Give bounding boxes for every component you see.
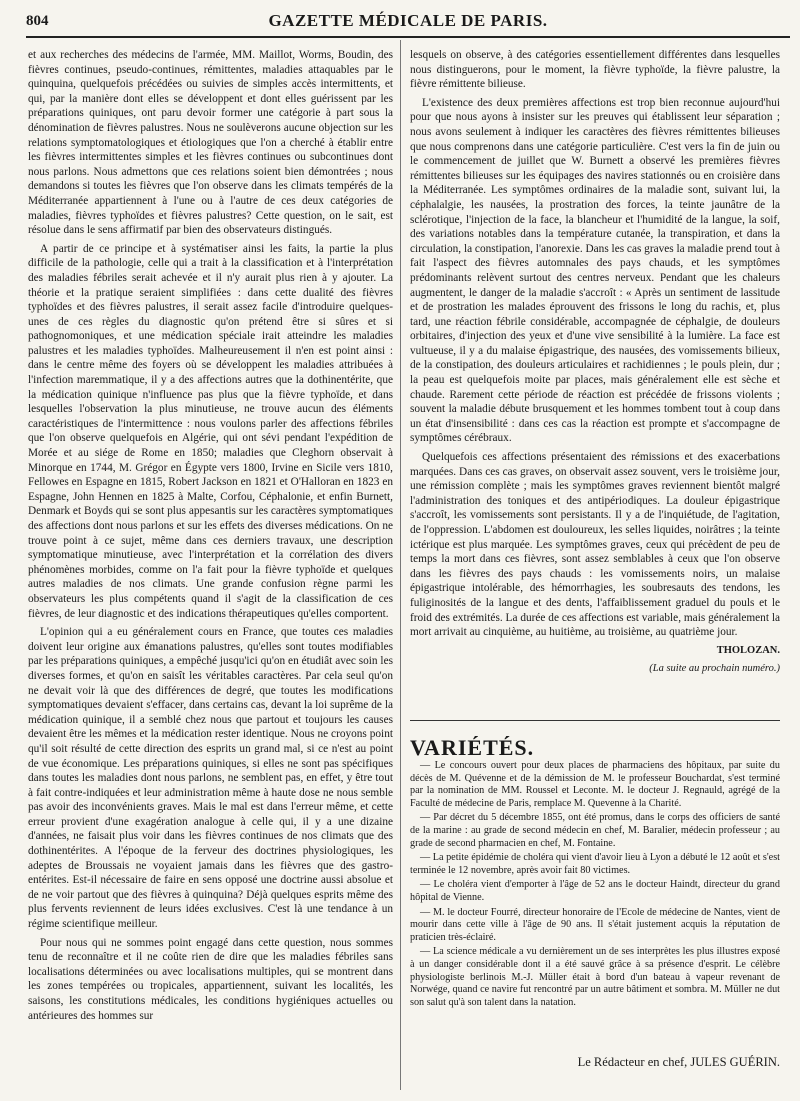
varietes-heading: VARIÉTÉS.: [410, 720, 780, 761]
continuation-note: (La suite au prochain numéro.): [649, 663, 780, 675]
left-paragraph-2: A partir de ce principe et à systématiser ainsi les faits, la partie la plus difficile de la pathologie, celle qui a trait à la classification et à l'interprétation des maladies fébriles serait achevée et il n'y aurait plus rien à y ajouter. La théorie et la pratique seraient simplifiées : dans cette dualité des fièvres typhoïdes et des fièvres palustres, il serait assez facile d'introduire quelques-unes de ces règles du diagnostic qu'on prétend être si sûres et si pathognomoniques, et une médication spéciale irait atteindre les maladies palustres et les maladies typhoïdes. Malheureusement il n'en est point ainsi : dans le centre même des foyers où se développent les maladies attribuées à l'infection maremmatique, il y a des affections autres que la dothinentérite, que la médication quinique n'influence pas plus que la fièvre typhoïde, et dans lesquelles l'observation la plus minutieuse, ne trouve aucun des éléments caractéristiques de l'intermittence : nous voulons parler des affections fébriles que l'on observe quelquefois en Algérie, qui ont sévi pendant l'expédition de Morée et au siége de Rome en 1850; maladies que Cleghorn observait à Minorque en 1744, M. Grégor en Égypte vers 1800, Irvine en Sicile vers 1810, Fellowes en Espagne en 1815, Robert Jackson en 1821 et O'Halloran en 1823 en Espagne, John Hennen en 1825 à Malte, Corfou, Céphalonie, et enfin Burnett, Denmark et Boyds qui se sont plus appesantis sur les caractères symptomatiques des affections dont nous parlons et sur les effets des diverses médications. On ne trouve point à ce sujet, même dans ces derniers travaux, une description symptomatique minutieuse, avec l'interprétation et la corrélation des divers phénomènes morbides, comme on l'a fait pour la fièvre typhoïde et quelques autres maladies de nos climats. Une grande confusion règne parmi les observateurs les plus compétents quand il s'agit de la classification de ces fièvres, de leur diagnostic et des indications thérapeutiques qu'elles comportent.: [28, 242, 393, 620]
left-paragraph-3: L'opinion qui a eu généralement cours en France, que toutes ces maladies doivent leur origine aux émanations palustres, qu'elles sont toutes modifiables par les préparations quiniques, a empêché jusqu'ici qu'on en étudiât avec soin les diverses formes, et qu'on en saisît les véritables caractères. Par cela seul qu'on ne devait voir là que des différences de degré, que toutes les modifications symptomatiques devaient s'effacer, dans certains cas, devant la loi suprême de la médication quinique, il a semblé chez nous que partout et toujours les causes devaient être les mêmes et la médication rester identique. Nous ne croyons point qu'il soit résulté de cette direction des esprits un grand mal, si ce n'est au point de vue économique. Les préparations quiniques, si elles ne sont pas spécifiques dans toutes les maladies dont nous parlons, ne semblent pas, en effet, y être tout à fait contre-indiquées et leur administration même à haute dose ne nous semble pas avoir des inconvénients graves. Mais le mal est dans l'erreur même, et cette erreur provient d'une exagération analogue à celle qui, il y a une dizaine d'années, ne faisait plus voir dans les fièvres continues de nos climats que des dothinentérites. A l'époque de la ferveur des doctrines physiologiques, les adeptes de Broussais ne voyaient jamais dans les fièvres que des gastro-entérites. Est-il nécessaire de faire en sens opposé une doctrine aussi absolue et de ne voir partout que des fièvres à quinquina? Déjà quelques esprits même des plus fervents reviennent de leurs idées exclusives. C'est là une tendance à un régime scientifique meilleur.: [28, 626, 393, 931]
page-header: [26, 6, 790, 38]
varietes-item: — Par décret du 5 décembre 1855, ont été promus, dans le corps des officiers de santé de la marine : au grade de second médecin en chef, M. Baralier, médecin professeur ; au grade de second pharmacien en chef, M. Fontaine.: [410, 812, 780, 849]
varietes-item: — La science médicale a vu dernièrement un de ses interprètes les plus illustres exposé à un danger considérable dont il a été sauvé grâce à sa présence d'esprit. Le célèbre physiologiste berlinois M.-J. Müller était à bord d'un bateau à vapeur revenant de Norwége, quand ce navire fut rencontré par un autre bâtiment et sombra. M. Müller ne dut son salut qu'à son talent dans la natation.: [410, 946, 780, 1008]
varietes-item: — Le concours ouvert pour deux places de pharmaciens des hôpitaux, par suite du décès de M. Quévenne et de la démission de M. le professeur Bouchardat, s'est terminé par la nomination de MM. Roussel et Leconte. M. le docteur J. Regnauld, agrégé de la Faculté de médecine de Paris, remplace M. Quevenne à la Charité.: [410, 760, 780, 809]
varietes-item: — La petite épidémie de choléra qui vient d'avoir lieu à Lyon a débuté le 12 août et s'est terminée le 12 novembre, après avoir fait 80 victimes.: [410, 852, 780, 876]
varietes-item: — Le choléra vient d'emporter à l'âge de 52 ans le docteur Haindt, directeur du grand hôpital de Vienne.: [410, 879, 780, 903]
right-column: [410, 48, 780, 698]
left-paragraph-4: Pour nous qui ne sommes point engagé dans cette question, nous sommes tenu de reconnaître et il ne coûte rien de dire que les maladies fébriles sans localisations déterminées ou avec localisations multiples, qui se montrent dans les zones tempérées ou tropicales, appartiennent, suivant les localités, les saisons, les constitutions médicales, les conditions hygiéniques actuelles ou antérieures des hommes sur: [28, 936, 393, 1022]
varietes-item: — M. le docteur Fourré, directeur honoraire de l'Ecole de médecine de Nantes, vient de mourir dans cette ville à l'âge de 90 ans. Il s'était justement acquis la réputation de praticien très-éclairé.: [410, 906, 780, 943]
right-paragraph-2: L'existence des deux premières affections est trop bien reconnue aujourd'hui pour que nous ayons à insister sur les preuves qui établissent leur séparation ; nous avons seulement à indiquer les caractères des fièvres rémittentes bilieuses que nous comprenons dans une catégorie particulière. C'est vers la fin de juin ou le commencement de juillet que W. Burnett a observé les premières fièvres rémittentes bilieuses sur les équipages des navires stationnés ou en croisière dans la Méditerranée. Les symptômes ordinaires de la maladie sont, suivant lui, la céphalalgie, les nausées, la prostration des forces, la teinte jaunâtre de la sclérotique, l'injection de la face, la blancheur et l'humidité de la langue, la soif, des variations notables dans la température cutanée, la transpiration, et dans la circulation, la constipation, l'anorexie. Dans les cas graves la maladie prend tout à fait l'aspect des fièvres automnales des pays chauds, et les symptômes prédominants relèvent surtout des centres nerveux. Pendant que les chaleurs augmentent, le danger de la maladie s'accroît : « Après un sentiment de lassitude et de prostration les malades éprouvent des frissons le long du rachis, et, plus tard, une réaction fébrile considérable, accompagnée de céphalgie, de douleurs orbitaires, d'injection des yeux et d'une vive sensibilité à la lumière. La face est vultueuse, il y a du malaise épigastrique, des nausées, des vomissements bilieux, de la constipation, des douleurs articulaires et rachidiennes ; le pouls plein, dur ; la peau est quelquefois moite par places, mais généralement elle est sèche et chaude. Rarement cette période de réaction est précédée de frissons violents ; souvent la maladie débute brusquement et les hommes tombent tout à coup dans un état d'insensibilité : dans ces cas la réaction est prompte et s'accompagne de symptômes cérébraux.: [410, 96, 780, 445]
journal-title: GAZETTE MÉDICALE DE PARIS.: [268, 11, 548, 30]
author-signature: THOLOZAN.: [716, 644, 780, 656]
right-paragraph-3: Quelquefois ces affections présentaient des rémissions et des exacerbations marquées. Dans ces cas graves, on observait assez souvent, vers le troisième jour, une rémission complète ; mais les symptômes graves reviennent bientôt malgré l'administration des toniques et des antipériodiques. La douleur épigastrique s'accroît, les vomissements sont persistants. Il y a de l'inquiétude, de l'agitation, de l'oppression. L'abdomen est douloureux, les selles liquides, noirâtres ; la teinte ictérique est plus marquée. Les symptômes graves, ceux qui précèdent de peu de temps la mort dans ces fièvres, sont assez semblables à ceux que l'on observe dans les fièvres des pays chauds : les vomissements noirs, un malaise épigastrique intolérable, des hémorrhagies, les soubresauts des tendons, les fuliginosités de la langue et des dents, l'affaiblissement graduel du pouls et le froid des extrémités. La durée de ces affections est variable, mais généralement la mort arrivait au cinquième, au huitième, au troisième, au quatrième jour.: [410, 451, 780, 639]
left-column: [28, 48, 393, 1094]
editor-signature: Le Rédacteur en chef, JULES GUÉRIN.: [577, 1055, 780, 1069]
varietes-section: [410, 760, 780, 1045]
column-divider: [400, 40, 401, 1090]
right-paragraph-1: lesquels on observe, à des catégories essentiellement différentes dans lesquelles nous distinguerons, pour le moment, la fièvre typhoïde, la fièvre palustre, la fièvre rémittente bilieuse.: [410, 49, 780, 91]
left-paragraph-1: et aux recherches des médecins de l'armée, MM. Maillot, Worms, Boudin, des fièvres continues, pseudo-continues, rémittentes, maladies attaquables par le quinquina, quelquefois précédées ou suivies de simples accès intermittents, et qui, par la manière dont elles se développent et dont elles guérissent par les préparations quiniques, ont paru devoir former une catégorie à part sous la dénomination de fièvres palustres. Nous ne soulèverons aucune objection sur les relations symptomatologiques et étiologiques que l'on a cherché à établir entre les fièvres intermittentes simples et les fièvres continues ou subcontinues dont nous parlons. Nous admettons que ces relations soient bien démontrées ; nous demandons si toutes les fièvres que l'on observe dans les climats tempérés de la Méditerranée appartiennent à l'une ou à l'autre de ces deux catégories de maladies, fièvres typhoïdes et fièvres palustres? Cette question, on le sait, est résolue dans le sens affirmatif par bien des observateurs distingués.: [28, 49, 393, 237]
page-number: 804: [26, 12, 49, 29]
